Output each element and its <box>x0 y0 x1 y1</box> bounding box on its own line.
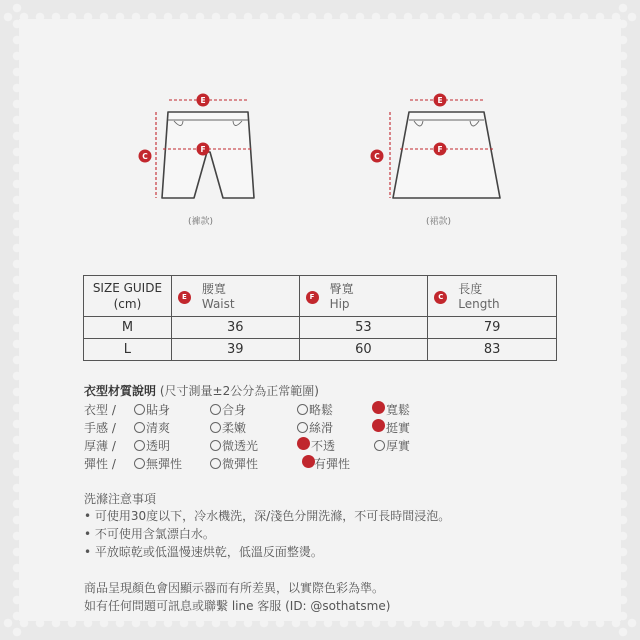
scalloped-border-left <box>12 0 22 640</box>
marker-e-pants-label: E <box>200 96 206 105</box>
radio-circle-icon <box>210 458 221 469</box>
size-guide-table <box>83 275 557 361</box>
option-item <box>210 401 246 418</box>
radio-circle-icon <box>134 422 145 433</box>
size-guide-header-row <box>84 276 557 317</box>
selected-dot-icon <box>372 401 385 414</box>
option-label: 貼身 <box>146 403 171 417</box>
hip-label-zh: 臀寬 <box>329 282 354 296</box>
radio-circle-icon <box>134 458 145 469</box>
scalloped-border-top <box>0 12 640 22</box>
option-label: 微彈性 <box>222 457 259 471</box>
option-label: 略鬆 <box>309 403 334 417</box>
size-guide-unit: (cm) <box>113 297 142 311</box>
material-heading <box>84 382 319 399</box>
care-title: 洗滌注意事項 <box>84 492 157 506</box>
table-row <box>84 317 557 339</box>
header-length <box>428 276 557 317</box>
option-label: 清爽 <box>146 421 171 435</box>
radio-circle-icon <box>374 440 385 451</box>
radio-circle-icon <box>134 404 145 415</box>
option-label: 柔嫩 <box>222 421 247 435</box>
option-item-selected <box>314 455 350 472</box>
option-item <box>210 455 258 472</box>
marker-c-skirt-label: C <box>374 152 380 161</box>
option-item <box>297 401 333 418</box>
material-title: 衣型材質說明 <box>84 384 157 398</box>
material-row-label: 手感 / <box>84 421 116 435</box>
option-item-selected <box>386 401 410 418</box>
table-row <box>84 339 557 361</box>
option-item <box>134 455 182 472</box>
marker-f-skirt-label: F <box>437 145 443 154</box>
hip-value: 53 <box>299 317 428 339</box>
option-label: 合身 <box>222 403 247 417</box>
color-disclaimer: 商品呈現顏色會因顯示器而有所差異，以實際色彩為準。 <box>84 581 385 595</box>
option-item <box>210 419 246 436</box>
material-row-label: 厚薄 / <box>84 439 116 453</box>
radio-circle-icon <box>210 422 221 433</box>
length-label-en: Length <box>458 297 500 311</box>
option-label: 有彈性 <box>314 457 351 471</box>
option-label: 挺實 <box>386 421 411 435</box>
pants-diagram <box>130 88 270 208</box>
option-label: 絲滑 <box>309 421 334 435</box>
option-item <box>210 437 258 454</box>
header-waist <box>171 276 299 317</box>
option-item-selected <box>311 437 335 454</box>
option-label: 寬鬆 <box>386 403 411 417</box>
length-badge: C <box>434 291 447 304</box>
care-item: • 平放晾乾或低溫慢速烘乾，低溫反面整燙。 <box>84 545 323 559</box>
length-value: 83 <box>428 339 557 361</box>
length-label-zh: 長度 <box>458 282 483 296</box>
option-label: 厚實 <box>386 439 411 453</box>
size-guide-title: SIZE GUIDE <box>92 281 163 295</box>
hip-value: 60 <box>299 339 428 361</box>
material-row-label: 衣型 / <box>84 403 116 417</box>
option-label: 不透 <box>311 439 336 453</box>
size-guide-title-cell <box>84 276 172 317</box>
marker-f-pants-label: F <box>200 145 206 154</box>
option-label: 透明 <box>146 439 171 453</box>
option-item <box>134 401 170 418</box>
waist-badge: E <box>178 291 191 304</box>
header-hip <box>299 276 428 317</box>
care-item: • 可使用30度以下，冷水機洗，深/淺色分開洗滌，不可長時間浸泡。 <box>84 509 451 523</box>
material-row-label: 彈性 / <box>84 457 116 471</box>
marker-e-skirt-label: E <box>437 96 443 105</box>
pants-caption: (褲款) <box>188 217 214 227</box>
option-item <box>134 437 170 454</box>
option-label: 無彈性 <box>146 457 183 471</box>
care-item: • 不可使用含氯漂白水。 <box>84 527 215 541</box>
scalloped-border-bottom <box>0 618 640 628</box>
waist-value: 39 <box>171 339 299 361</box>
option-item <box>134 419 170 436</box>
radio-circle-icon <box>134 440 145 451</box>
radio-circle-icon <box>297 422 308 433</box>
contact-note: 如有任何問題可訊息或聯繫 line 客服 (ID: @sothatsme) <box>84 599 391 613</box>
skirt-diagram <box>366 88 506 208</box>
radio-circle-icon <box>210 404 221 415</box>
selected-dot-icon <box>297 437 310 450</box>
hip-label-en: Hip <box>329 297 350 311</box>
option-item <box>297 419 333 436</box>
size-cell: M <box>84 317 172 339</box>
option-item <box>374 437 410 454</box>
skirt-caption: (裙款) <box>426 217 452 227</box>
radio-circle-icon <box>297 404 308 415</box>
scalloped-border-right <box>618 0 628 640</box>
option-label: 微透光 <box>222 439 259 453</box>
option-item-selected <box>386 419 410 436</box>
waist-label-en: Waist <box>201 297 235 311</box>
length-value: 79 <box>428 317 557 339</box>
waist-label-zh: 腰寬 <box>201 282 226 296</box>
material-note: (尺寸測量±2公分為正常範圍) <box>159 384 319 398</box>
hip-badge: F <box>306 291 319 304</box>
size-cell: L <box>84 339 172 361</box>
waist-value: 36 <box>171 317 299 339</box>
selected-dot-icon <box>372 419 385 432</box>
marker-c-pants-label: C <box>142 152 148 161</box>
radio-circle-icon <box>210 440 221 451</box>
